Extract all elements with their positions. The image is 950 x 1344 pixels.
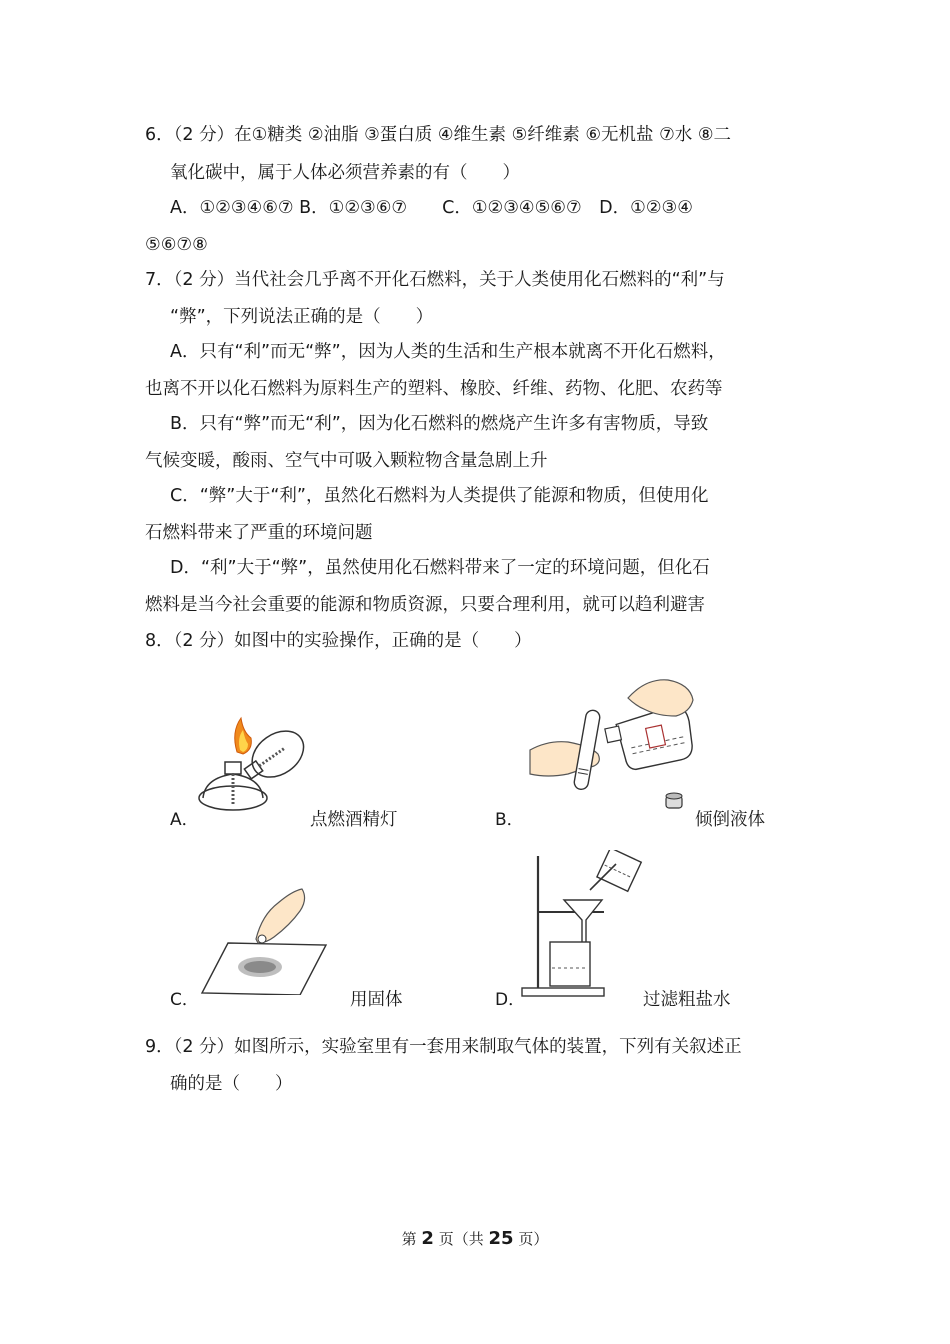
- page-footer: [0, 1228, 950, 1250]
- q6-line-2: 氧化碳中，属于人体必须营养素的有（ ）: [170, 163, 520, 183]
- q7-option-a-line-1: A．只有“利”而无“弊”，因为人类的生活和生产根本就离不开化石燃料，: [170, 342, 726, 362]
- q8-option-a-caption: 点燃酒精灯: [310, 810, 398, 830]
- footer-suffix: 页）: [513, 1230, 549, 1248]
- q8-line-1: 8．（2 分）如图中的实验操作，正确的是（ ）: [145, 631, 532, 651]
- current-page-number: 2: [421, 1228, 434, 1249]
- q8-option-c-label: C．: [170, 990, 199, 1010]
- q7-line-1: 7．（2 分）当代社会几乎离不开化石燃料，关于人类使用化石燃料的“利”与: [145, 270, 725, 290]
- q8-option-d-label: D．: [495, 990, 526, 1010]
- q6-options-line: A．①②③④⑥⑦ B．①②③⑥⑦ C．①②③④⑤⑥⑦ D．①②③④: [170, 198, 693, 218]
- q8-option-b-label: B．: [495, 810, 524, 830]
- figure-lighting-alcohol-lamp: [195, 710, 320, 820]
- total-pages-number: 25: [488, 1228, 514, 1249]
- footer-prefix: 第: [401, 1230, 422, 1248]
- q7-option-d-line-2: 燃料是当今社会重要的能源和物质资源，只要合理利用，就可以趋利避害: [145, 595, 705, 615]
- q6-options-line-2: ⑤⑥⑦⑧: [145, 235, 208, 255]
- q6-line-1: 6．（2 分）在①糖类 ②油脂 ③蛋白质 ④维生素 ⑤纤维素 ⑥无机盐 ⑦水 ⑧二: [145, 125, 732, 145]
- footer-middle: 页（共: [433, 1230, 489, 1248]
- figure-pouring-liquid: [528, 670, 698, 820]
- q7-option-c-line-1: C．“弊”大于“利”，虽然化石燃料为人类提供了能源和物质，但使用化: [170, 486, 709, 506]
- q7-option-c-line-2: 石燃料带来了严重的环境问题: [145, 523, 373, 543]
- q7-option-a-line-2: 也离不开以化石燃料为原料生产的塑料、橡胶、纤维、药物、化肥、农药等: [145, 379, 723, 399]
- q8-option-d-caption: 过滤粗盐水: [643, 990, 731, 1010]
- q7-option-b-line-1: B．只有“弊”而无“利”，因为化石燃料的燃烧产生许多有害物质，导致: [170, 414, 709, 434]
- q7-line-2: “弊”，下列说法正确的是（ ）: [170, 307, 434, 327]
- figure-filtering: [520, 850, 645, 1000]
- q7-option-d-line-1: D．“利”大于“弊”，虽然使用化石燃料带来了一定的环境问题，但化石: [170, 558, 710, 578]
- q7-option-b-line-2: 气候变暖，酸雨、空气中可吸入颗粒物含量急剧上升: [145, 451, 548, 471]
- q8-option-a-label: A．: [170, 810, 199, 830]
- figure-taking-solid: [198, 885, 328, 995]
- q9-line-2: 确的是（ ）: [170, 1074, 293, 1094]
- q9-line-1: 9．（2 分）如图所示，实验室里有一套用来制取气体的装置，下列有关叙述正: [145, 1037, 742, 1057]
- q8-option-c-caption: 用固体: [350, 990, 403, 1010]
- q8-option-b-caption: 倾倒液体: [695, 810, 765, 830]
